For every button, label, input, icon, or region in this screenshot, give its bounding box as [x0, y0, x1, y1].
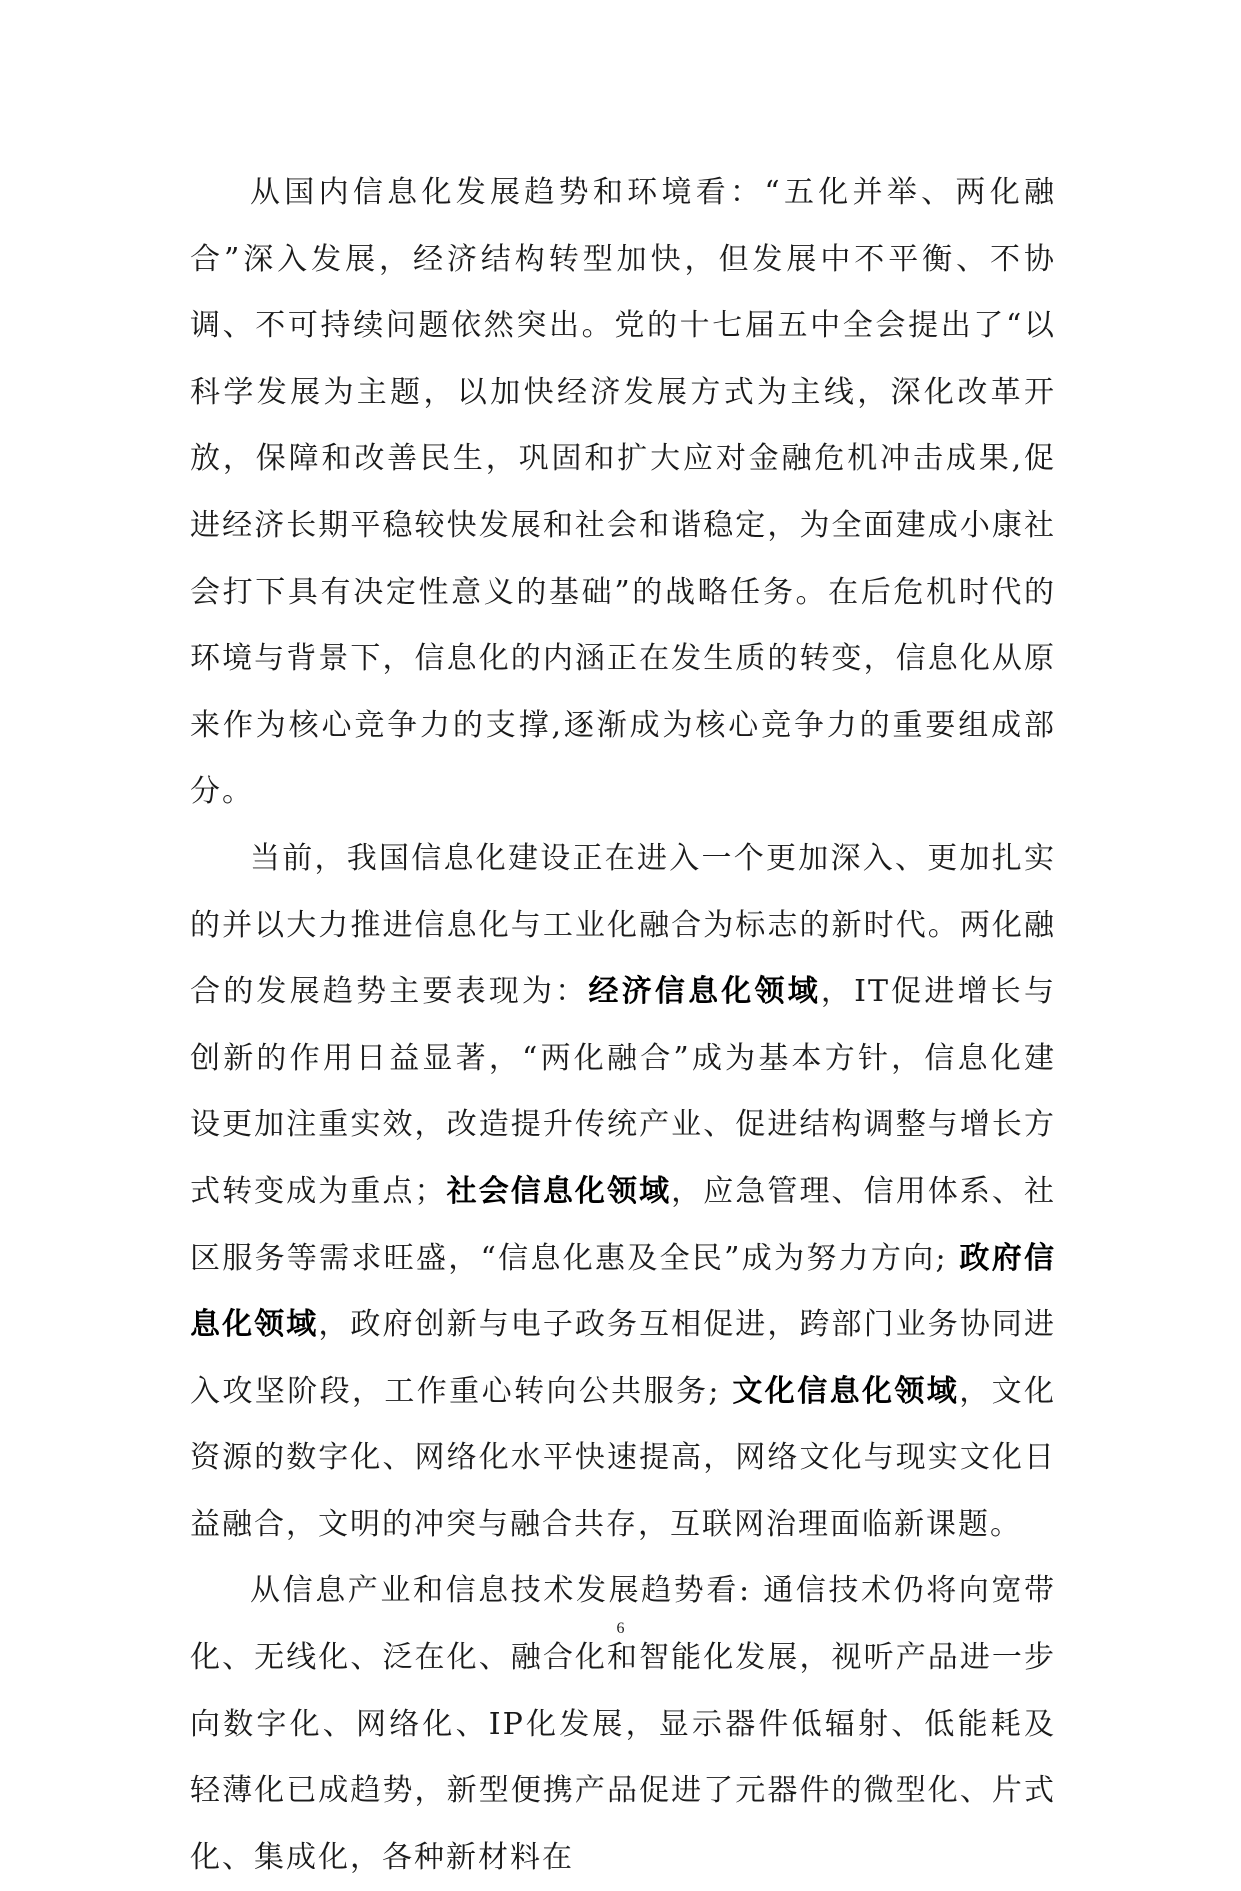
- bold-term-cultural-informatization: 文化信息化领域: [732, 1373, 960, 1409]
- paragraph-text: ，政府创新与电子政务互相促进，跨部门业务协同进入攻坚阶段，工作重心转向公共服务;: [190, 1307, 1057, 1409]
- paragraph-text: ，应急管理、信用体系、社区服务等需求旺盛，“信息化惠及全民”成为努力方向;: [190, 1173, 1057, 1276]
- page-number: 6: [616, 1620, 625, 1637]
- bold-term-economic-informatization: 经济信息化领域: [588, 974, 821, 1010]
- paragraph-text: 从信息产业和信息技术发展趋势看: 通信技术仍将向宽带化、无线化、泛在化、融合化和智能化发展，视听产品进一步向数字化、网络化、IP化发展，显示器件低辐射、低能耗及轻薄化已成趋势，新型便携产品促进了元器件的微型化、片式化、集成化，各种新材料在: [190, 1573, 1056, 1875]
- paragraph-text: 从国内信息化发展趋势和环境看：“五化并举、两化融合”深入发展，经济结构转型加快，但发展中不平衡、不协调、不可持续问题依然突出。党的十七届五中全会提出了“以科学发展为主题，以加快经济发展方式为主线，深化改革开放，保障和改善民生，巩固和扩大应对金融危机冲击成果,促进经济长期平稳较快发展和社会和谐稳定，为全面建成小康社会打下具有决定性意义的基础”的战略任务。在后危机时代的环境与背景下，信息化的内涵正在发生质的转变，信息化从原来作为核心竞争力的支撑,逐渐成为核心竞争力的重要组成部分。: [190, 175, 1056, 810]
- paragraph-domestic-trends: [190, 160, 1056, 826]
- paragraph-industry-trends: [190, 1558, 1056, 1891]
- bold-term-social-informatization: 社会信息化领域: [446, 1173, 672, 1209]
- paragraph-text: ，文化资源的数字化、网络化水平快速提高，网络文化与现实文化日益融合，文明的冲突与融合共存，互联网治理面临新课题。: [190, 1373, 1056, 1542]
- paragraph-two-integration: [190, 826, 1056, 1559]
- bold-term-government-informatization: 政府信息化领域: [190, 1240, 1056, 1343]
- paragraph-text: ，IT促进增长与创新的作用日益显著，“两化融合”成为基本方针，信息化建设更加注重实效，改造提升传统产业、促进结构调整与增长方式转变成为重点；: [190, 974, 1056, 1209]
- paragraph-text: 当前，我国信息化建设正在进入一个更加深入、更加扎实的并以大力推进信息化与工业化融合为标志的新时代。两化融合的发展趋势主要表现为：: [190, 840, 1056, 1010]
